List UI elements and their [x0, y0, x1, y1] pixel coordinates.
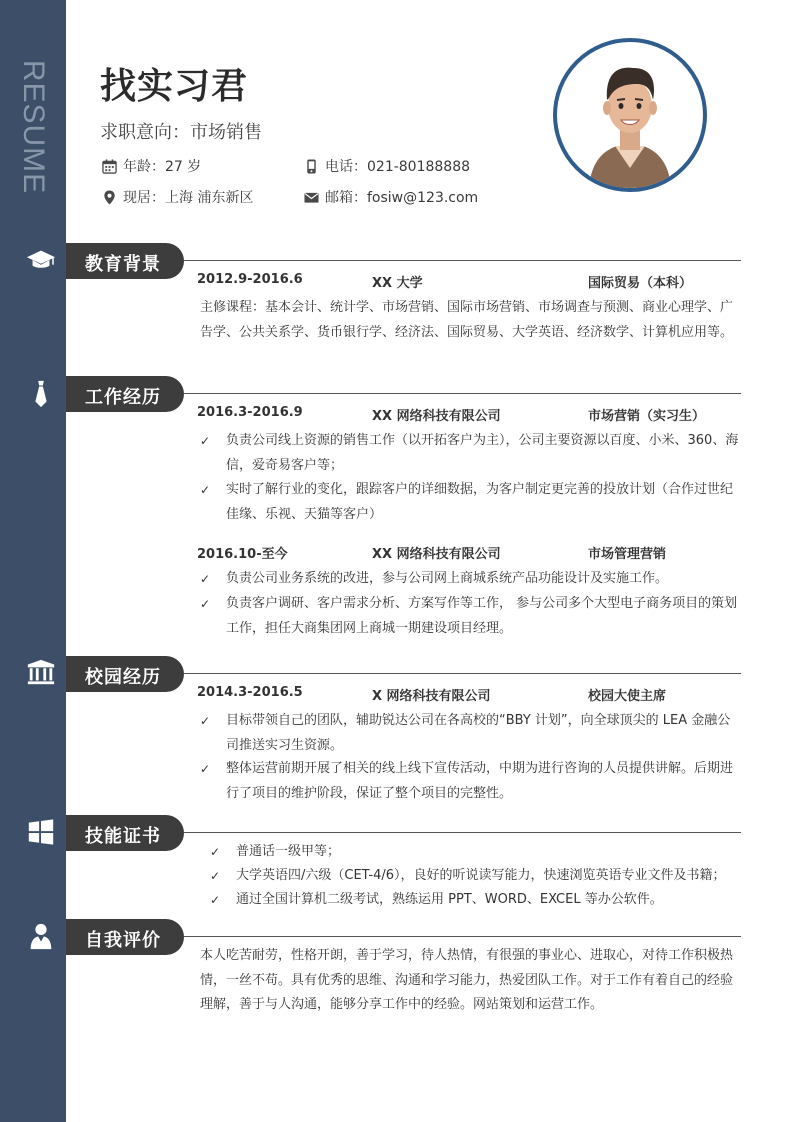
check-icon: ✓	[210, 869, 221, 883]
check-icon: ✓	[200, 714, 211, 728]
location-info: 现居：上海 浦东新区	[102, 187, 253, 207]
check-icon: ✓	[200, 483, 211, 497]
candidate-name: 找实习君	[100, 66, 249, 107]
self-evaluation-text: 本人吃苦耐劳，性格开朗，善于学习，待人热情，有很强的事业心、进取心，对待工作积极热情，一丝不苟。具有优秀的思维、沟通和学习能力，热爱团队工作。对于工作有着自己的经验理解，善于与人沟通，能够分享工作中的经验。网站策划和运营工作。	[200, 948, 734, 1012]
campus-company: X 网络科技有限公司	[372, 689, 491, 704]
building-icon	[23, 654, 59, 690]
campus-role: 校园大使主席	[588, 689, 667, 704]
avatar	[553, 38, 707, 192]
job-company: XX 网络科技有限公司	[372, 409, 501, 424]
check-icon: ✓	[200, 762, 211, 776]
phone-icon	[304, 159, 319, 174]
resume-vertical-title: RESUME	[17, 59, 50, 195]
calendar-icon	[102, 159, 117, 174]
job-date: 2016.10-至今	[197, 547, 288, 562]
phone-info: 电话：021-80188888	[304, 156, 470, 176]
graduation-cap-icon	[23, 242, 59, 278]
job-objective: 求职意向：市场销售	[100, 122, 262, 143]
email-info: 邮箱：fosiw@123.com	[304, 187, 478, 207]
campus-date: 2014.3-2016.5	[197, 685, 303, 700]
location-pin-icon	[102, 190, 117, 205]
job-role: 市场营销（实习生）	[588, 409, 706, 424]
job-role: 市场管理营销	[588, 547, 667, 562]
windows-icon	[23, 814, 59, 850]
check-icon: ✓	[200, 434, 211, 448]
tie-icon	[23, 375, 59, 411]
envelope-icon	[304, 190, 319, 205]
education-school: XX 大学	[372, 276, 423, 291]
education-date: 2012.9-2016.6	[197, 272, 303, 287]
check-icon: ✓	[200, 572, 211, 586]
age-info: 年龄：27 岁	[102, 156, 201, 176]
check-icon: ✓	[210, 845, 221, 859]
check-icon: ✓	[210, 893, 221, 907]
education-courses: 主修课程：基本会计、统计学、市场营销、国际市场营销、市场调查与预测、商业心理学、广告学、公共关系学、货币银行学、经济法、国际贸易、大学英语、经济数学、计算机应用等。	[200, 300, 734, 340]
job-date: 2016.3-2016.9	[197, 405, 303, 420]
person-icon	[23, 918, 59, 954]
check-icon: ✓	[200, 597, 211, 611]
job-company: XX 网络科技有限公司	[372, 547, 501, 562]
education-major: 国际贸易（本科）	[588, 276, 693, 291]
